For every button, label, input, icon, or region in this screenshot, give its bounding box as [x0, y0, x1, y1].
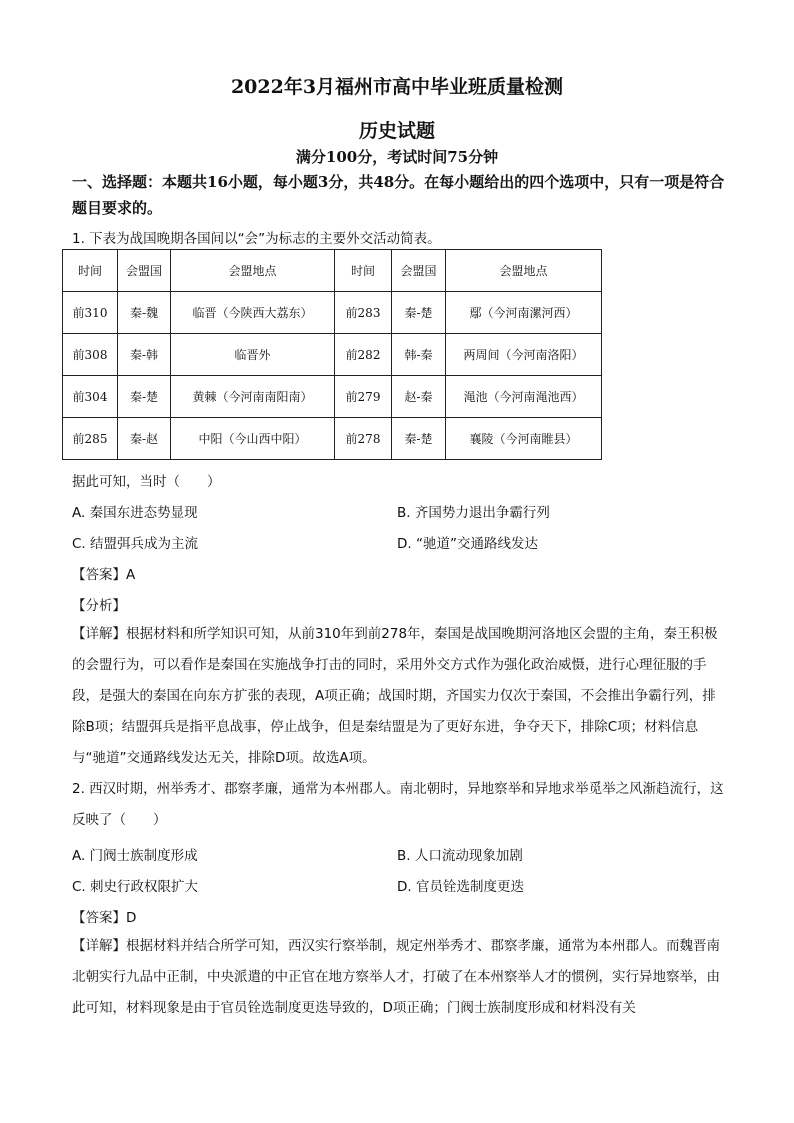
exam-title: 2022年3月福州市高中毕业班质量检测	[230, 76, 564, 98]
table-cell: 前282	[335, 334, 392, 376]
q1-analysis-label: 【分析】	[72, 598, 126, 614]
table-cell: 前279	[335, 376, 392, 418]
q2-answer: 【答案】D	[72, 910, 137, 926]
table-cell: 秦-魏	[118, 292, 171, 334]
table-cell: 襄陵（今河南睢县）	[446, 418, 602, 460]
q2-option-b: B. 人口流动现象加剧	[397, 848, 523, 864]
table-cell: 韩-秦	[392, 334, 446, 376]
table-row	[63, 334, 602, 376]
table-header: 会盟地点	[446, 250, 602, 292]
table-cell: 秦-楚	[392, 292, 446, 334]
question-2-stem: 2. 西汉时期，州举秀才、郡察孝廉，通常为本州郡人。南北朝时，异地察举和异地求举觅举之风渐趋流行，这反映了（ ）	[72, 781, 724, 828]
table-cell: 前304	[63, 376, 118, 418]
table-cell: 中阳（今山西中阳）	[171, 418, 335, 460]
q1-option-c: C. 结盟弭兵成为主流	[72, 536, 199, 552]
table-cell: 鄢（今河南漯河西）	[446, 292, 602, 334]
table-cell: 前310	[63, 292, 118, 334]
table-header: 会盟国	[118, 250, 171, 292]
table-cell: 前308	[63, 334, 118, 376]
question-1-stem: 1. 下表为战国晚期各国间以“会”为标志的主要外交活动简表。	[72, 231, 441, 247]
table-header-row	[63, 250, 602, 292]
table-row	[63, 376, 602, 418]
table-cell: 渑池（今河南渑池西）	[446, 376, 602, 418]
table-cell: 秦-韩	[118, 334, 171, 376]
table-header: 时间	[335, 250, 392, 292]
q1-detail: 【详解】根据材料和所学知识可知，从前310年到前278年，秦国是战国晚期河洛地区会盟的主角，秦王积极的会盟行为，可以看作是秦国在实施战争打击的同时，采用外交方式作为强化政治威慑，进行心理征服的手段，是强大的秦国在向东方扩张的表现，A项正确；战国时期，齐国实力仅次于秦国，不会推出争霸行列，排除B项；结盟弭兵是指平息战事，停止战争，但是秦结盟是为了更好东进，争夺天下，排除C项；材料信息与“驰道”交通路线发达无关，排除D项。故选A项。	[72, 626, 718, 766]
table-cell: 前278	[335, 418, 392, 460]
table-header: 会盟国	[392, 250, 446, 292]
table-cell: 黄棘（今河南南阳南）	[171, 376, 335, 418]
section-heading: 一、选择题：本题共16小题，每小题3分，共48分。在每小题给出的四个选项中，只有一项是符合题目要求的。	[72, 173, 725, 217]
table-cell: 秦-赵	[118, 418, 171, 460]
table-header: 时间	[63, 250, 118, 292]
q2-option-a: A. 门阀士族制度形成	[72, 848, 198, 864]
question-1-prompt: 据此可知，当时（ ）	[72, 474, 221, 490]
table-row	[63, 418, 602, 460]
q2-option-c: C. 刺史行政权限扩大	[72, 879, 199, 895]
table-cell: 秦-楚	[118, 376, 171, 418]
q1-option-d: D. “驰道”交通路线发达	[397, 536, 538, 552]
exam-subject: 历史试题	[358, 120, 435, 142]
q1-answer: 【答案】A	[72, 567, 136, 583]
table-header: 会盟地点	[171, 250, 335, 292]
q1-option-a: A. 秦国东进态势显现	[72, 505, 198, 521]
q2-detail: 【详解】根据材料并结合所学可知，西汉实行察举制，规定州举秀才、郡察孝廉，通常为本州郡人。而魏晋南北朝实行九品中正制，中央派遣的中正官在地方察举人才，打破了在本州察举人才的惯例，实行异地察举，由此可知，材料现象是由于官员铨选制度更迭导致的，D项正确；门阀士族制度形成和材料没有关	[72, 938, 720, 1016]
table-row	[63, 292, 602, 334]
table-cell: 临晋外	[171, 334, 335, 376]
q1-table	[62, 249, 602, 460]
table-cell: 前283	[335, 292, 392, 334]
table-cell: 临晋（今陕西大荔东）	[171, 292, 335, 334]
table-cell: 赵-秦	[392, 376, 446, 418]
q2-option-d: D. 官员铨选制度更迭	[397, 879, 524, 895]
table-cell: 前285	[63, 418, 118, 460]
q1-option-b: B. 齐国势力退出争霸行列	[397, 505, 550, 521]
table-cell: 两周间（今河南洛阳）	[446, 334, 602, 376]
table-cell: 秦-楚	[392, 418, 446, 460]
exam-meta: 满分100分，考试时间75分钟	[295, 148, 499, 166]
